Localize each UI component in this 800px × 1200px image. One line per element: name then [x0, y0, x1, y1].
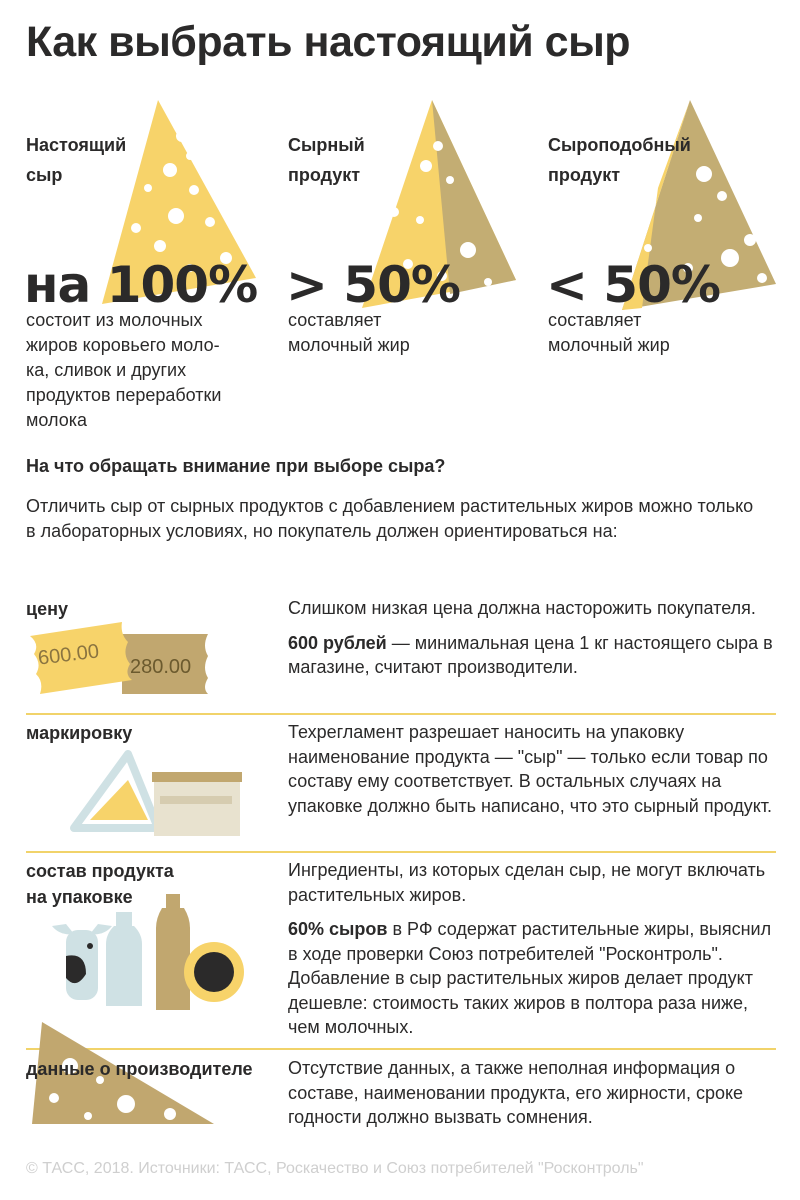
price-tags-illustration [26, 616, 216, 696]
category-cheese-like-percent: < 50% [546, 256, 720, 314]
row-composition-text1: Ингредиенты, из которых сделан сыр, не могут включать растительных жиров. [288, 860, 766, 905]
description-line: молочный жир [288, 335, 410, 355]
description-line: продуктов переработки [26, 385, 222, 405]
ingredients-illustration [46, 894, 260, 1010]
category-real-cheese-percent: на 100% [24, 256, 258, 314]
description-line: составляет [288, 310, 382, 330]
cheese-package-icon [70, 750, 250, 842]
row-price-text2-bold: 600 рублей [288, 632, 387, 653]
category-label-line: Настоящий [26, 135, 127, 155]
category-label-line: продукт [288, 165, 361, 185]
category-real-cheese-label [26, 130, 126, 190]
row-price-text [288, 596, 778, 680]
cow-icon [52, 924, 112, 1000]
row-price-label: цену [26, 599, 68, 619]
category-label-line: Сырный [288, 135, 365, 155]
row-producer-label: данные о производителе [26, 1059, 253, 1079]
row-composition-text2-bold: 60% сыров [288, 919, 388, 939]
description-line: молочный жир [548, 335, 670, 355]
category-cheese-like-label [548, 130, 691, 190]
row-divider [26, 713, 776, 715]
row-price-text2-rest: — минимальная цена 1 кг настоящего сыра в магазине, считают производители. [288, 632, 773, 677]
guide-heading: На что обращать внимание при выборе сыра? [26, 456, 446, 476]
category-label-line: продукт [548, 165, 621, 185]
guide-intro: Отличить сыр от сырных продуктов с добавлением растительных жиров можно только в лабораторных условиях, но покупатель должен ориентироваться на: [26, 496, 754, 541]
row-composition-text2 [288, 917, 778, 1040]
category-label-line: Сыроподобный [548, 135, 691, 155]
category-cheese-product-percent: > 50% [286, 256, 460, 314]
description-line: составляет [548, 310, 642, 330]
price-tag-280: 280.00 [130, 656, 192, 678]
category-cheese-product-label [288, 130, 365, 190]
row-composition-label-line: на упаковке [26, 887, 133, 907]
row-composition-text2-rest: в РФ содержат растительные жиры, выяснил в ходе проверки Союз потребителей "Росконтроль". Добавление в сыр растительных жиров делает продукт дешевле: стоимость таких жиров в полтора раза ниже, чем молочных. [288, 919, 772, 1037]
row-price-text1: Слишком низкая цена должна насторожить покупателя. [288, 598, 756, 618]
row-composition-text [288, 858, 778, 1040]
row-marking-label: маркировку [26, 723, 133, 743]
source-footer: © ТАСС, 2018. Источники: ТАСС, Роскачество и Союз потребителей "Росконтроль" [26, 1160, 644, 1177]
description-line: состоит из молочных [26, 310, 203, 330]
row-producer-text [288, 1056, 778, 1130]
row-marking-text [288, 720, 778, 818]
row-price-text2 [288, 631, 778, 680]
sunflower-icon [184, 942, 244, 1002]
category-cheese-product-description [288, 308, 508, 358]
category-cheese-like-description [548, 308, 768, 358]
category-label-line: сыр [26, 165, 63, 185]
price-tag-600: 600.00 [36, 640, 101, 670]
description-line: жиров коровьего моло- [26, 335, 220, 355]
row-divider [26, 851, 776, 853]
oil-bottle-icon [156, 894, 190, 1010]
row-composition-label-line: состав продукта [26, 861, 174, 881]
row-marking-text1: Техрегламент разрешает наносить на упаковку наименование продукта — "сыр" — только если товар по составу ему соответствует. В остальных случаях на упаковке должно быть написано, что это сырный продукт. [288, 722, 773, 816]
page-title: Как выбрать настоящий сыр [26, 18, 631, 66]
description-line: молока [26, 410, 87, 430]
description-line: ка, сливок и других [26, 360, 187, 380]
row-producer-text1: Отсутствие данных, а также неполная информация о составе, наименовании продукта, его жирности, сроке годности должно вызвать сомнения. [288, 1058, 744, 1127]
category-real-cheese-description [26, 308, 266, 433]
